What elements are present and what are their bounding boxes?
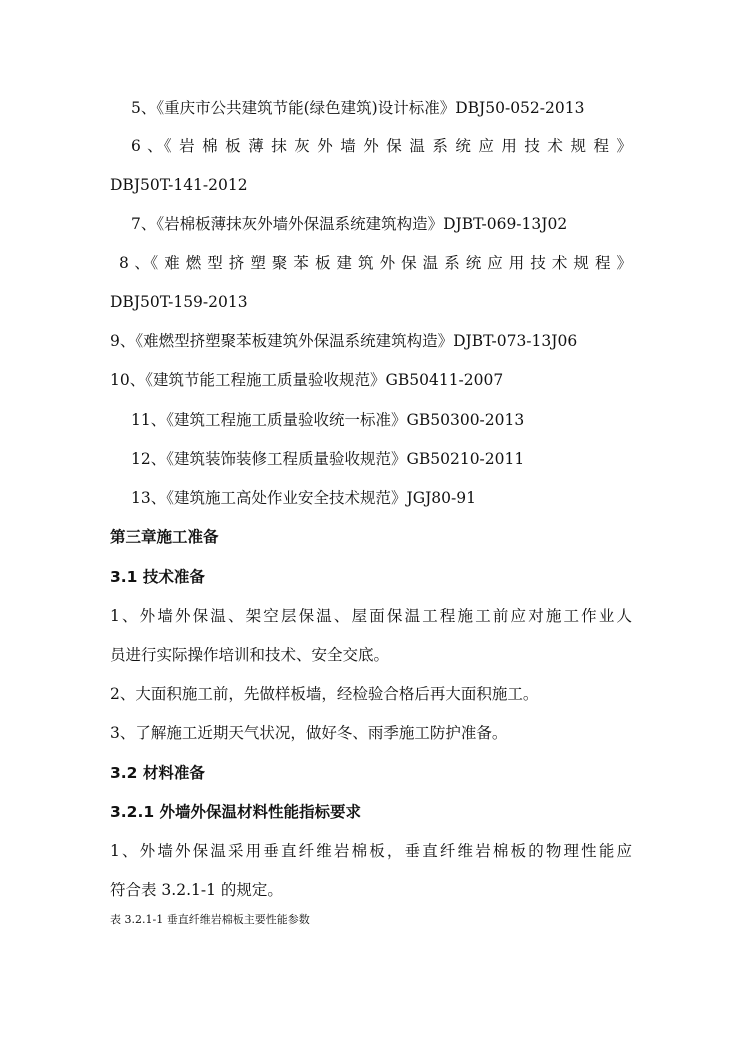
paragraph-3-1-item-3: 3、了解施工近期天气状况，做好冬、雨季施工防护准备。 bbox=[110, 724, 508, 742]
subsection-title-3-2-1: 3.2.1 外墙外保温材料性能指标要求 bbox=[110, 803, 362, 821]
standard-item-5: 5、《重庆市公共建筑节能(绿色建筑)设计标准》DBJ50-052-2013 bbox=[131, 99, 585, 117]
standard-item-13: 13、《建筑施工高处作业安全技术规范》JGJ80-91 bbox=[131, 489, 476, 507]
paragraph-3-1-item-1-cont: 员进行实际操作培训和技术、安全交底。 bbox=[110, 646, 390, 664]
standard-item-12: 12、《建筑装饰装修工程质量验收规范》GB50210-2011 bbox=[131, 450, 525, 468]
paragraph-3-1-item-1: 1、外墙外保温、架空层保温、屋面保温工程施工前应对施工作业人 bbox=[110, 607, 632, 625]
section-title-3-2: 3.2 材料准备 bbox=[110, 764, 205, 782]
standard-item-7: 7、《岩棉板薄抹灰外墙外保温系统建筑构造》DJBT-069-13J02 bbox=[131, 215, 568, 233]
standard-item-8: 8 、《 难 燃 型 挤 塑 聚 苯 板 建 筑 外 保 温 系 统 应 用 技 术 规 程 》 bbox=[119, 254, 632, 272]
standard-item-8-code: DBJ50T-159-2013 bbox=[110, 293, 248, 311]
paragraph-3-2-1-item-1: 1、外墙外保温采用垂直纤维岩棉板，垂直纤维岩棉板的物理性能应 bbox=[110, 842, 632, 860]
standard-item-6-code: DBJ50T-141-2012 bbox=[110, 176, 248, 194]
standard-item-10: 10、《建筑节能工程施工质量验收规范》GB50411-2007 bbox=[110, 371, 504, 389]
section-title-3-1: 3.1 技术准备 bbox=[110, 568, 205, 586]
standard-item-11: 11、《建筑工程施工质量验收统一标准》GB50300-2013 bbox=[131, 411, 525, 429]
chapter-title: 第三章施工准备 bbox=[110, 528, 219, 546]
paragraph-3-2-1-item-1-cont: 符合表 3.2.1-1 的规定。 bbox=[110, 881, 283, 899]
standard-item-6: 6 、《 岩 棉 板 薄 抹 灰 外 墙 外 保 温 系 统 应 用 技 术 规 程 》 bbox=[131, 137, 632, 155]
standard-item-9: 9、《难燃型挤塑聚苯板建筑外保温系统建筑构造》DJBT-073-13J06 bbox=[110, 332, 578, 350]
paragraph-3-1-item-2: 2、大面积施工前，先做样板墙，经检验合格后再大面积施工。 bbox=[110, 685, 539, 703]
table-caption: 表 3.2.1-1 垂直纤维岩棉板主要性能参数 bbox=[110, 913, 310, 926]
